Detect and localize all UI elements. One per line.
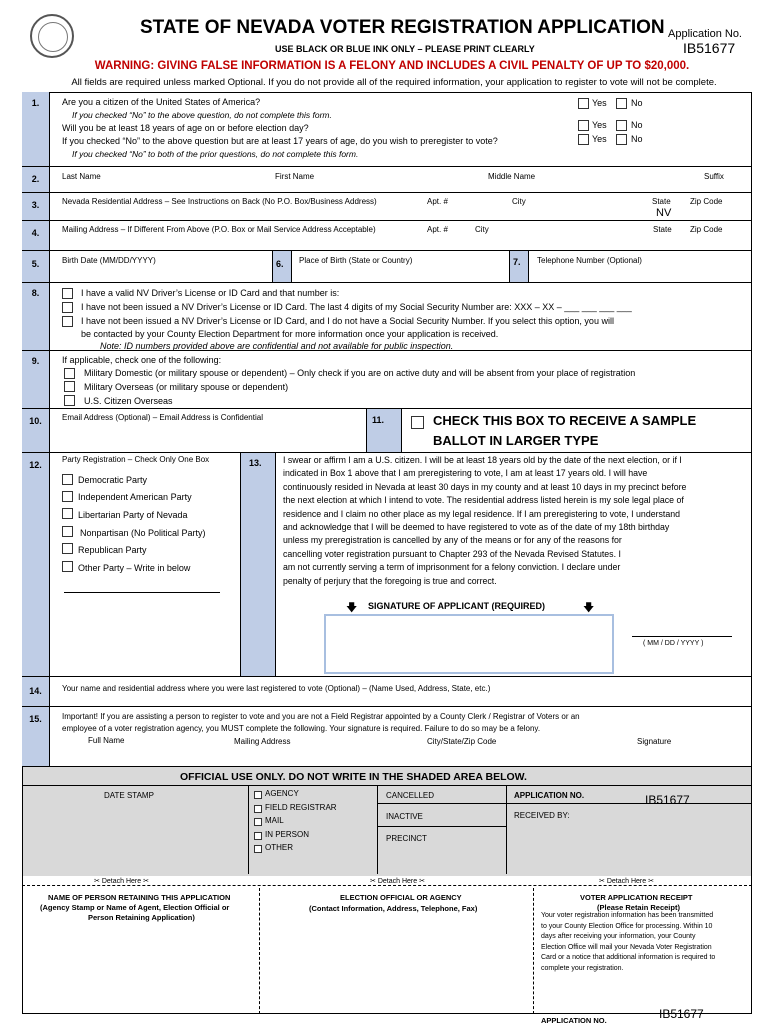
oath-line: am not currently serving a term of imprisonment for a felony conviction. I declare under [283, 562, 621, 573]
signature-label: SIGNATURE OF APPLICANT (REQUIRED) [368, 601, 545, 611]
receipt-application-number: IB51677 [659, 1007, 704, 1021]
party-republican-checkbox[interactable] [62, 543, 73, 554]
receipt-application-number-label: APPLICATION NO. [541, 1016, 607, 1025]
other-party-write-in-line[interactable] [64, 592, 220, 593]
military-overseas-checkbox[interactable] [64, 381, 75, 392]
official-source-label: IN PERSON [265, 829, 310, 839]
mailing-zip-field[interactable]: Zip Code [690, 225, 723, 234]
email-field[interactable]: Email Address (Optional) – Email Address is Confidential [62, 413, 263, 422]
official-source-checkbox[interactable] [254, 818, 262, 826]
official-source-label: OTHER [265, 843, 293, 852]
middle-name-field[interactable]: Middle Name [488, 172, 536, 181]
felony-warning: WARNING: GIVING FALSE INFORMATION IS A FELONY AND INCLUDES A CIVIL PENALTY OF UP TO $20,000. [94, 60, 690, 72]
scissors-icon: ✂ [648, 878, 654, 885]
official-source-checkbox[interactable] [254, 805, 262, 813]
assistant-signature-field[interactable]: Signature [637, 737, 672, 746]
scissors-icon: ✂ [94, 878, 100, 885]
box-8-number: 8. [22, 282, 50, 350]
box-6-number: 6. [276, 259, 284, 269]
box-11-number: 11. [372, 415, 385, 425]
oath-line: I swear or affirm I am a U.S. citizen. I will be at least 18 years old by the date of the next election, or if I [283, 455, 682, 465]
official-source-checkbox[interactable] [254, 845, 262, 853]
inactive-label: INACTIVE [386, 812, 423, 821]
military-domestic-checkbox[interactable] [64, 368, 75, 379]
election-official-title: ELECTION OFFICIAL OR AGENCY [340, 893, 462, 902]
box-2-number: 2. [22, 166, 50, 192]
place-of-birth-field[interactable]: Place of Birth (State or Country) [299, 256, 413, 265]
age-yes-checkbox[interactable] [578, 120, 589, 131]
residential-apt-field[interactable]: Apt. # [427, 197, 448, 206]
party-independent-american-label: Independent American Party [78, 492, 192, 502]
box-10-number: 10. [22, 408, 50, 452]
assistant-mailing-address-field[interactable]: Mailing Address [234, 737, 291, 746]
official-source-checkbox[interactable] [254, 791, 262, 799]
party-other-label: Other Party – Write in below [78, 563, 191, 573]
required-fields-notice: All fields are required unless marked Optional. If you do not provide all of the required information, your application to register to vote will not be complete. [71, 77, 717, 88]
party-independent-american-checkbox[interactable] [62, 491, 73, 502]
residential-zip-field[interactable]: Zip Code [690, 197, 723, 206]
first-name-field[interactable]: First Name [275, 172, 315, 181]
military-overseas-label: Military Overseas (or military spouse or dependent) [84, 382, 289, 392]
receipt-title: VOTER APPLICATION RECEIPT [580, 893, 693, 902]
box-15-number: 15. [22, 706, 50, 766]
large-type-ballot-label-cont: BALLOT IN LARGER TYPE [433, 433, 599, 448]
last-name-field[interactable]: Last Name [62, 172, 101, 181]
party-democratic-label: Democratic Party [78, 475, 148, 485]
no-license-no-ssn-label: I have not been issued a NV Driver’s License or ID Card, and I do not have a Social Security Number. If you select this option, you will [81, 316, 614, 326]
residential-city-field[interactable]: City [512, 197, 526, 206]
box-7-number: 7. [513, 257, 521, 267]
box-1-number: 1. [22, 92, 50, 166]
precinct-label: PRECINCT [386, 834, 427, 843]
official-application-number: IB51677 [645, 793, 690, 807]
preregister-yes-checkbox[interactable] [578, 134, 589, 145]
date-stamp-label: DATE STAMP [104, 791, 154, 800]
applicant-signature-field[interactable] [324, 614, 614, 674]
citizen-overseas-label: U.S. Citizen Overseas [84, 396, 173, 406]
date-format-hint: ( MM / DD / YYYY ) [643, 640, 704, 647]
mailing-apt-field[interactable]: Apt. # [427, 225, 448, 234]
cancelled-label: CANCELLED [386, 791, 435, 800]
scissors-icon: ✂ [143, 878, 149, 885]
party-republican-label: Republican Party [78, 545, 147, 555]
citizen-question: Are you a citizen of the United States of America? [62, 97, 261, 107]
large-type-ballot-checkbox[interactable] [411, 416, 424, 429]
age-question: Will you be at least 18 years of age on or before election day? [62, 123, 309, 133]
party-nonpartisan-label: Nonpartisan (No Political Party) [80, 528, 206, 538]
arrow-down-right-icon: 🡇 [583, 602, 595, 614]
oath-line: the next election at which I intend to vote. The residential address listed herein is my sole legal place of [283, 495, 684, 506]
receipt-line: complete your registration. [541, 965, 624, 972]
retainer-name-sub: (Agency Stamp or Name of Agent, Election Official or [40, 903, 230, 912]
scissors-icon: ✂ [370, 878, 376, 885]
oath-line: residence and I claim no other place as my legal residence. If I am preregistering to vote, I understand [283, 508, 681, 519]
mailing-address-field[interactable]: Mailing Address – If Different From Above (P.O. Box or Mail Service Address Acceptable) [62, 225, 376, 234]
citizen-no-label: No [631, 98, 643, 108]
box-14-number: 14. [22, 676, 50, 706]
party-other-checkbox[interactable] [62, 561, 73, 572]
box-5-number: 5. [22, 250, 50, 282]
form-title: STATE OF NEVADA VOTER REGISTRATION APPLICATION [140, 17, 665, 38]
oath-line: and acknowledge that I will be deemed to have registered to vote as of the date of my 18th birthday [283, 522, 670, 532]
scissors-icon: ✂ [599, 878, 605, 885]
mailing-city-field[interactable]: City [475, 225, 489, 234]
age-no-checkbox[interactable] [616, 120, 627, 131]
party-registration-label: Party Registration – Check Only One Box [62, 455, 210, 464]
box-12-number: 12. [22, 452, 50, 676]
previous-registration-field[interactable]: Your name and residential address where you were last registered to vote (Optional) – (Name Used, Address, State, etc.) [62, 684, 491, 693]
no-license-ssn-checkbox[interactable] [62, 302, 73, 313]
preregister-yes-label: Yes [592, 134, 607, 144]
telephone-field[interactable]: Telephone Number (Optional) [537, 256, 642, 265]
mailing-state-field[interactable]: State [653, 225, 672, 234]
citizen-note: If you checked “No” to the above question, do not complete this form. [72, 110, 332, 120]
box-9-number: 9. [22, 350, 50, 408]
receipt-line: to your County Election Office for processing. Within 10 [541, 922, 713, 930]
arrow-down-left-icon: 🡇 [346, 602, 358, 614]
military-domestic-label: Military Domestic (or military spouse or dependent) – Only check if you are on active duty and will be absent from your place of registration [84, 368, 636, 378]
assistant-full-name-field[interactable]: Full Name [88, 736, 125, 745]
oath-line: indicated in Box 1 above that I am preregistering to vote, I am at least 17 years old. I will have [283, 468, 648, 479]
preregister-no-checkbox[interactable] [616, 134, 627, 145]
valid-license-label: I have a valid NV Driver’s License or ID Card and that number is: [81, 288, 340, 298]
prior-questions-note: If you checked “No” to both of the prior questions, do not complete this form. [72, 149, 359, 159]
oath-line: cancelling voter registration pursuant to Chapter 293 of the Nevada Revised Statutes. I [283, 548, 621, 559]
retainer-name-sub-cont: Person Retaining Application) [88, 913, 195, 922]
military-intro: If applicable, check one of the following: [62, 355, 222, 365]
detach-here-right: ✂ Detach Here ✂ [599, 878, 654, 885]
signature-date-field[interactable] [632, 636, 732, 637]
oath-line: penalty of perjury that the foregoing is true and correct. [283, 575, 497, 586]
receipt-line: Your voter registration information has been transmitted [541, 912, 714, 919]
no-license-no-ssn-label-cont: be contacted by your County Election Department for more information once your application is received. [81, 329, 499, 339]
official-use-title: OFFICIAL USE ONLY. DO NOT WRITE IN THE SHADED AREA BELOW. [180, 771, 527, 783]
citizen-yes-label: Yes [592, 98, 607, 108]
box-3-number: 3. [22, 192, 50, 220]
residential-state-label: State [652, 197, 671, 206]
oath-line: continuously resided in Nevada at least 30 days in my county and at least 10 days in my precinct before [283, 481, 687, 492]
detach-here-left: ✂ Detach Here ✂ [94, 878, 149, 885]
party-nonpartisan-checkbox[interactable] [62, 526, 73, 537]
valid-license-checkbox[interactable] [62, 288, 73, 299]
application-number-label: Application No. [668, 28, 742, 40]
box-13-number: 13. [249, 458, 262, 468]
citizen-no-checkbox[interactable] [616, 98, 627, 109]
application-number: IB51677 [683, 40, 736, 56]
scissors-icon: ✂ [419, 878, 425, 885]
id-confidential-note: Note: ID numbers provided above are confidential and not available for public inspection. [100, 341, 454, 351]
assistant-city-state-zip-field[interactable]: City/State/Zip Code [427, 737, 497, 746]
official-source-label: AGENCY [265, 789, 299, 798]
residential-address-field[interactable]: Nevada Residential Address – See Instructions on Back (No P.O. Box/Business Address) [62, 197, 377, 206]
no-license-no-ssn-checkbox[interactable] [62, 316, 73, 327]
age-yes-label: Yes [592, 120, 607, 130]
receipt-line: Card or a notice that additional information is required to [541, 954, 716, 962]
party-libertarian-label: Libertarian Party of Nevada [78, 510, 188, 520]
official-application-number-label: APPLICATION NO. [514, 791, 585, 800]
oath-line: unless my preregistration is cancelled by any of the means or for any of the reasons for [283, 535, 622, 546]
party-democratic-checkbox[interactable] [62, 474, 73, 485]
suffix-field[interactable]: Suffix [704, 172, 724, 181]
preregister-question: If you checked “No” to the above question but are at least 17 years of age, do you wish to preregister to vote? [62, 136, 498, 146]
birth-date-field[interactable]: Birth Date (MM/DD/YYYY) [62, 256, 156, 265]
official-source-checkbox[interactable] [254, 832, 262, 840]
election-official-sub: (Contact Information, Address, Telephone, Fax) [309, 904, 478, 913]
box-4-number: 4. [22, 220, 50, 250]
large-type-ballot-label: CHECK THIS BOX TO RECEIVE A SAMPLE [433, 413, 697, 428]
receipt-line: Election Office will mail your Nevada Voter Registration [541, 943, 712, 951]
receipt-sub: (Please Retain Receipt) [597, 903, 680, 912]
detach-here-middle: ✂ Detach Here ✂ [370, 878, 425, 885]
retainer-name-title: NAME OF PERSON RETAINING THIS APPLICATION [48, 893, 231, 902]
preregister-no-label: No [631, 134, 643, 144]
citizen-overseas-checkbox[interactable] [64, 395, 75, 406]
received-by-label: RECEIVED BY: [514, 811, 570, 820]
residential-state-value: NV [656, 207, 672, 219]
form-subtitle: USE BLACK OR BLUE INK ONLY – PLEASE PRINT CLEARLY [275, 44, 535, 54]
citizen-yes-checkbox[interactable] [578, 98, 589, 109]
official-source-label: FIELD REGISTRAR [265, 802, 337, 812]
assistant-notice: Important! If you are assisting a person to register to vote and you are not a Field Registrar appointed by a County Clerk / Registrar of Voters or an [62, 712, 580, 721]
receipt-line: days after receiving your information, your County [541, 933, 696, 941]
assistant-notice-cont: employee of a voter registration agency, you MUST complete the following. Your signature is required. Failure to do so may be a felony. [62, 724, 541, 733]
age-no-label: No [631, 120, 643, 130]
official-use-area [23, 767, 751, 876]
no-license-ssn-label: I have not been issued a NV Driver’s License or ID Card. The last 4 digits of my Social Security Number are: XXX – XX – ___ ___ ___ ___ [81, 302, 632, 312]
party-libertarian-checkbox[interactable] [62, 508, 73, 519]
nevada-state-seal-icon [30, 14, 74, 58]
official-source-label: MAIL [265, 816, 284, 825]
